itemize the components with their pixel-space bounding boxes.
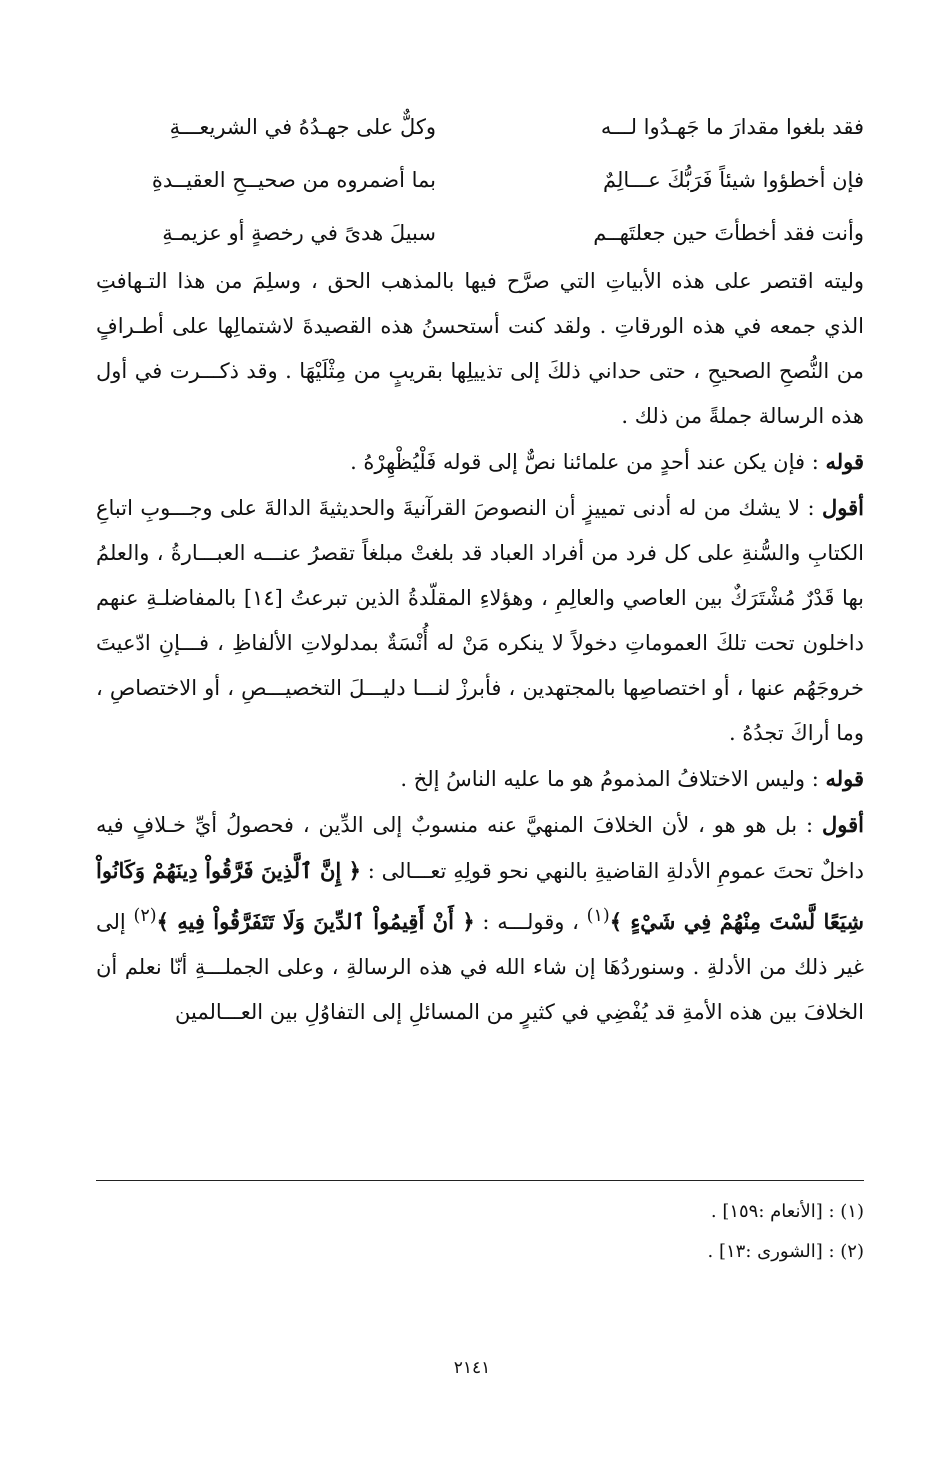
verse-first-hemistich: فإن أخطؤوا شيئاً فَرَبُّكَ عـــالِمٌ [602, 167, 864, 192]
footnote-ref: (٢) [133, 906, 157, 926]
verse-row [96, 206, 864, 259]
quote-text: : فإن يكن عند أحدٍ من علمائنا نصٌّ إلى قوله فَلْيُظْهِرْهُ . [350, 450, 826, 474]
footnote-ref: (١) [586, 906, 610, 926]
footnote: (٢) : [الشورى :١٣] . [707, 1241, 864, 1262]
poem-verses [96, 100, 864, 259]
paragraph-reply [96, 485, 864, 756]
footnotes [96, 1192, 864, 1272]
reply-text: : لا يشك من له أدنى تمييزٍ أن النصوصَ القرآنيةَ والحديثيةَ الدالةَ على وجـــوبِ اتباعِ الكتابِ والسُّنةِ على كل فرد من أفراد العباد قد بلغتْ مبلغاً تقصرُ عنـــه العبـــارةُ ، والعلمُ بها قَدْرٌ مُشْتَرَكٌ بين العاصي والعالِمِ ، وهؤلاءِ المقلّدةُ الذين تبرعتُ [١٤] بالمفاضلـةِ عنهم داخلون تحت تلكَ العموماتِ دخولاً لا ينكره مَنْ له أُنْسَةٌ بمدلولاتِ الألفاظِ ، فـــإنِ ادّعيتَ خروجَهُم عنها ، أو اختصاصِها بالمجتهدين ، فأبرزْ لنـــا دليـــلَ التخصيـــصِ ، أو الاختصاصِ ، وما أراكَ تجدُهُ . [96, 496, 864, 745]
verse-first-hemistich: وأنت فقد أخطأتَ حين جعلتَهــم [593, 220, 864, 245]
reply-text: ، وقولـــه : [474, 910, 587, 934]
reply-label: أقول [822, 495, 864, 520]
verse-first-hemistich: فقد بلغوا مقدارَ ما جَهـدُوا لـــه [600, 114, 864, 139]
footnote-divider [96, 1180, 864, 1181]
quote-text: : وليس الاختلافُ المذمومُ هو ما عليه الناسُ إلخ . [400, 767, 826, 791]
quran-verse: ﴿ أَنْ أَقِيمُواْ ٱلدِّينَ وَلَا تَتَفَرَّقُواْ فِيهِ ﴾ [156, 909, 475, 934]
verse-second-hemistich: سبيلَ هدىً في رخصةٍ أو عزيمـةِ [162, 220, 436, 245]
reply-label: أقول [822, 812, 864, 837]
quran-verse: ﴿ إِنَّ ٱلَّذِينَ فَرَّقُواْ دِينَهُمْ وَكَانُواْ شِيَعًا لَّسْتَ مِنْهُمْ فِي شَيْءٍ ﴾ [96, 858, 864, 934]
quote-label: قوله [825, 449, 864, 474]
page-body [96, 100, 864, 1035]
verse-row [96, 153, 864, 206]
verse-second-hemistich: بما أضمروه من صحيــحِ العقيــدةِ [151, 167, 436, 192]
paragraph-quote [96, 439, 864, 485]
paragraph-quote [96, 756, 864, 802]
footnote: (١) : [الأنعام :١٥٩] . [710, 1201, 864, 1222]
reply-text: : بل هو هو ، لأن الخلافَ المنهيَّ عنه منسوبٌ إلى الدِّين ، فحصولُ أيِّ خـلافٍ فيه داخلٌ تحتَ عمومِ الأدلةِ القاضيةِ بالنهي نحو قولِهِ تعـــالى : [96, 813, 864, 883]
page-number: ٢١٤١ [453, 1358, 491, 1378]
verse-row [96, 100, 864, 153]
paragraph-commentary: وليته اقتصر على هذه الأبياتِ التي صرَّح فيها بالمذهب الحق ، وسلِمَ من هذا التـهافتِ الذي جمعه في هذه الورقاتِ . ولقد كنت أستحسنُ هذه القصيدةَ لاشتمالِها على أطـرافٍ من النُّصحِ الصحيحِ ، حتى حداني ذلكَ إلى تذييلِها بقريبٍ من مِثْلَيْهَا . وقد ذكـــرت في أول هذه الرسالة جملةً من ذلك . [96, 269, 864, 428]
quote-label: قوله [825, 766, 864, 791]
verse-second-hemistich: وكلٌّ على جهـدُهُ في الشريعـــةِ [169, 114, 436, 139]
reply-text: إلى غير ذلك من الأدلةِ . وسنوردُهَا إن شاء الله في هذه الرسالةِ ، وعلى الجملـــةِ أنّا نعلم أن الخلافَ بين هذه الأمةِ قد يُفْضِي في كثيرٍ من المسائلِ إلى التفاوُلِ بين العـــالمين [96, 910, 864, 1024]
paragraph-reply [96, 802, 864, 1035]
